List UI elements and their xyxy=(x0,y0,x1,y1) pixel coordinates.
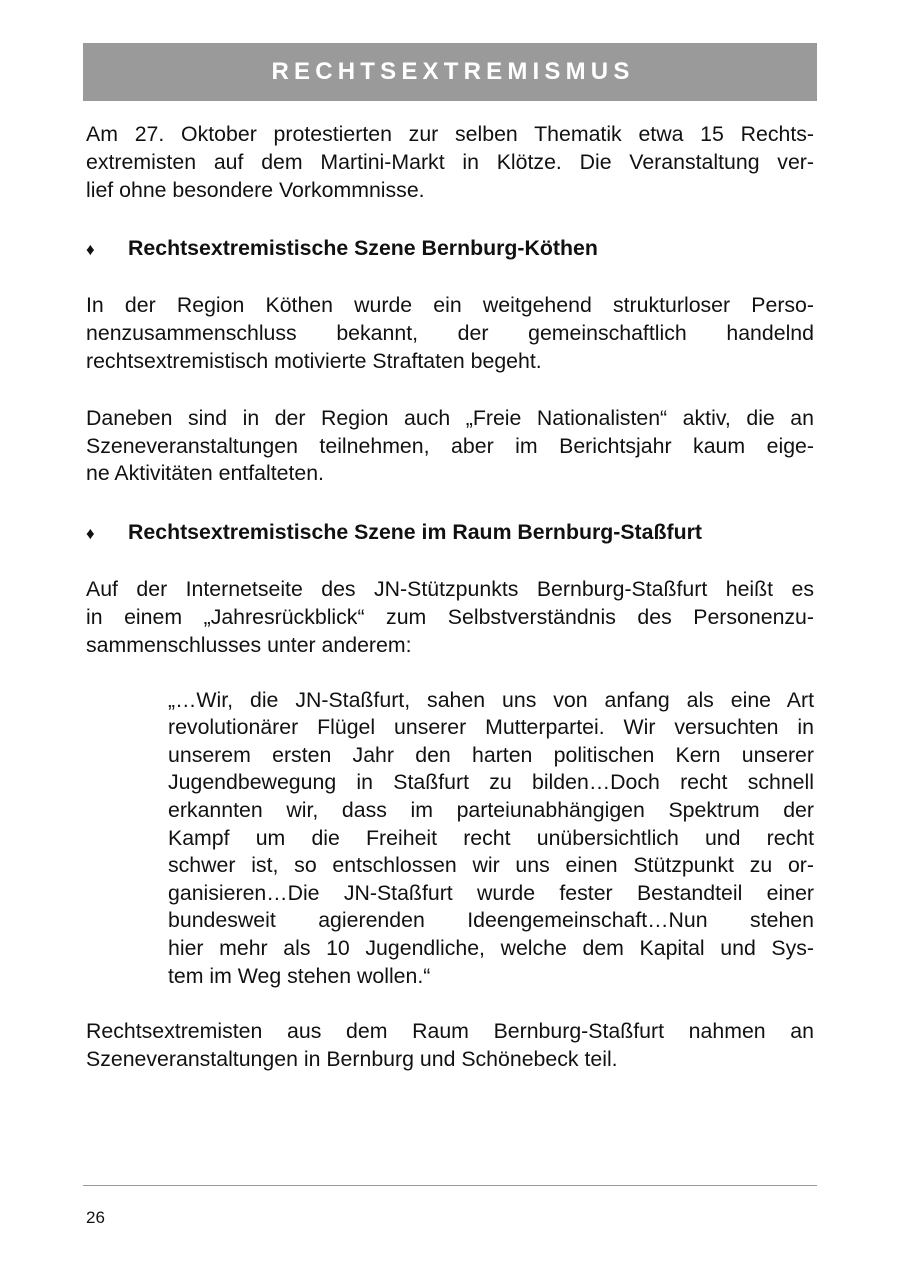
section-heading-text: Rechtsextremistische Szene im Raum Bernburg-Staßfurt xyxy=(128,520,702,545)
page-body xyxy=(86,121,814,1074)
chapter-title: RECHTSEXTREMISMUS xyxy=(271,58,635,85)
koethen-paragraph-2: Daneben sind in der Region auch „Freie Nationalisten“ aktiv, die an Szeneveranstaltungen teilnehmen, aber im Berichtsjahr kaum eige- ne Aktivitäten entfalteten. xyxy=(86,405,814,486)
koethen-paragraph-1: In der Region Köthen wurde ein weitgehend strukturloser Perso- nenzusammenschluss bekannt, der gemeinschaftlich handelnd rechtsextremistisch motivierte Straftaten begeht. xyxy=(86,293,814,373)
jahresrueckblick-quote: „…Wir, die JN-Staßfurt, sahen uns von anfang als eine Art revolutionärer Flügel unserer Mutterpartei. Wir versuchten in unserem ersten Jahr den harten politischen Kern unserer Jugendbewegung in Staßfurt zu bilden…Doch recht schnell erkannten wir, dass im parteiunabhängigen Spektrum der Kampf um die Freiheit recht unübersichtlich und recht schwer ist, so entschlossen wir uns einen Stützpunkt zu or- ganisieren…Die JN-Staßfurt wurde fester Bestandteil einer bundesweit agierenden Ideengemeinschaft…Nun stehen hier mehr als 10 Jugendliche, welche dem Kapital und Sys- tem im Weg stehen wollen.“ xyxy=(168,687,814,988)
chapter-header-bar xyxy=(83,43,817,101)
stassfurt-paragraph-2: Rechtsextremisten aus dem Raum Bernburg-Staßfurt nahmen an Szeneveranstaltungen in Bernburg und Schönebeck teil. xyxy=(86,1019,814,1071)
diamond-bullet-icon: ♦ xyxy=(86,240,95,260)
diamond-bullet-icon: ♦ xyxy=(86,524,95,544)
section-heading-text: Rechtsextremistische Szene Bernburg-Köthen xyxy=(128,236,598,261)
footer-divider xyxy=(83,1185,817,1186)
section-heading-bernburg-stassfurt xyxy=(86,518,814,548)
section-heading-bernburg-koethen xyxy=(86,234,814,264)
intro-paragraph: Am 27. Oktober protestierten zur selben Thematik etwa 15 Rechts- extremisten auf dem Martini-Markt in Klötze. Die Veranstaltung ver- lief ohne besondere Vorkommnisse. xyxy=(86,122,814,202)
page-number: 26 xyxy=(86,1208,105,1227)
stassfurt-paragraph-1: Auf der Internetseite des JN-Stützpunkts Bernburg-Staßfurt heißt es in einem „Jahresrückblick“ zum Selbstverständnis des Personenzu- sammenschlusses unter anderem: xyxy=(86,577,814,657)
